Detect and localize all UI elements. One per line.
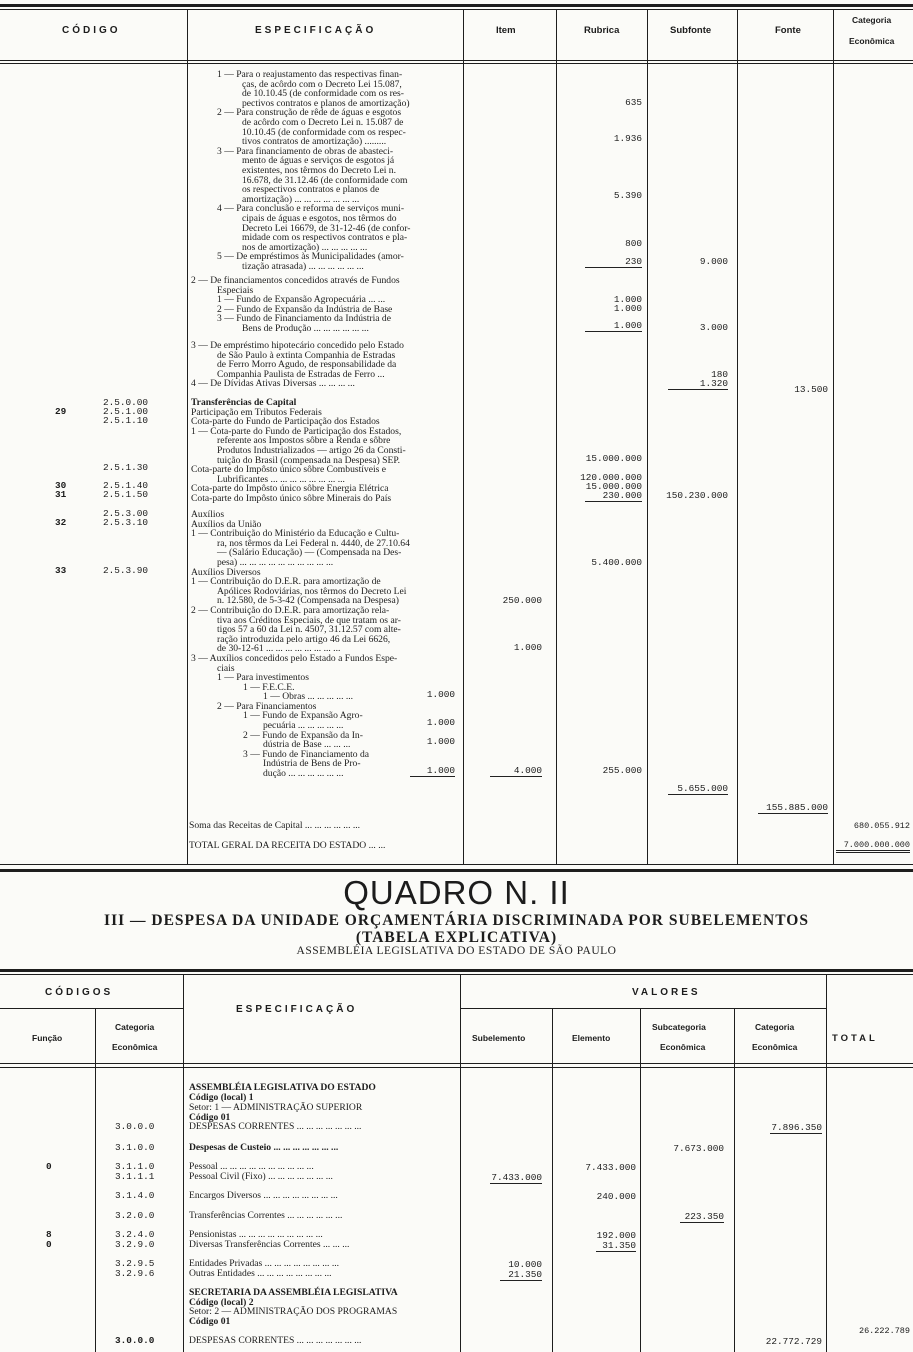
- code: 2.5.1.30: [103, 462, 149, 473]
- header-subfonte: Subfonte: [670, 25, 712, 36]
- spec-row: SECRETARIA DA ASSEMBLÉIA LEGISLATIVA: [189, 1287, 398, 1298]
- spec-line: 3 — De empréstimo hipotecário concedido pelo Estado: [191, 340, 404, 351]
- header-economica: Econômica: [112, 1042, 158, 1052]
- fonte-value: 13.500: [794, 384, 828, 395]
- header-economica: Econômica: [849, 36, 895, 46]
- row-function: 0: [46, 1161, 52, 1172]
- row-code: 3.2.4.0: [115, 1229, 155, 1240]
- code: 2.5.0.00: [103, 397, 149, 408]
- spec-line: Decreto Lei 16679, de 31-12-46 (de confor-: [242, 222, 411, 234]
- spec-line: ração introduzida pelo artigo 46 da Lei 6626,: [217, 633, 391, 645]
- row-code: 3.1.4.0: [115, 1190, 155, 1201]
- spec-row: Setor: 1 — ADMINISTRAÇÃO SUPERIOR: [189, 1102, 363, 1113]
- quadro-subtitle-3: ASSEMBLÉIA LEGISLATIVA DO ESTADO DE SÃO PAULO: [296, 945, 617, 957]
- spec-line: 2 — Contribuição do D.E.R. para amortização rela-: [191, 604, 390, 616]
- spec-line: 1 — Cota-parte do Fundo de Participação dos Estados,: [191, 425, 402, 437]
- header-categoria-2: Categoria: [755, 1022, 795, 1032]
- subfonte-value: 9.000: [699, 256, 728, 267]
- spec-row: Outras Entidades ... ... ... ... ... ... ... ...: [189, 1268, 332, 1279]
- item-value: 4.000: [490, 765, 542, 777]
- header-valores: VALORES: [632, 987, 701, 998]
- quadro-subtitle-2: (TABELA EXPLICATIVA): [355, 929, 558, 946]
- spec-line: tigos 57 a 60 da Lei n. 4507, 31.12.57 com alte-: [217, 624, 401, 636]
- row-code: 3.0.0.0: [115, 1121, 155, 1132]
- spec-row: Transferências Correntes ... ... ... ... ... ...: [189, 1210, 343, 1221]
- code: 2.5.3.00: [103, 508, 149, 519]
- spec-line: 1 — Contribuição do Ministério da Educação e Cultu-: [191, 528, 400, 540]
- spec-line: 5 — De empréstimos às Municipalidades (amor-: [217, 251, 404, 263]
- spec-line: Apólices Rodoviárias, nos têrmos do Decreto Lei: [217, 585, 407, 597]
- spec-line: 1 — Para investimentos: [217, 672, 309, 684]
- header-funcao: Função: [32, 1033, 63, 1043]
- spec-line: pesa) ... ... ... ... ... ... ... ... ... ...: [217, 556, 334, 568]
- spec-line: 2 — Para Financiamentos: [217, 700, 317, 712]
- spec-line: 2 — Para construção de rêde de águas e esgotos: [217, 107, 402, 119]
- spec-line: tuição do Brasil (compensada na Despesa) SEP.: [217, 454, 401, 466]
- rubrica-value: 800: [625, 238, 642, 249]
- spec-line: 1 — Para o reajustamento das respectivas finan-: [217, 69, 403, 80]
- subfonte-value: 3.000: [699, 322, 728, 333]
- soma-receitas: Soma das Receitas de Capital ... ... ... ... ... ...: [189, 820, 361, 831]
- spec-line: de acôrdo com o Decreto Lei n. 15.087 de: [242, 116, 404, 128]
- subelemento-value: 21.350: [500, 1269, 542, 1281]
- subcategoria-value: 223.350: [680, 1211, 724, 1223]
- spec-line: Participação em Tributos Federais: [191, 406, 322, 418]
- elemento-value: 7.433.000: [585, 1162, 636, 1173]
- function-code: 33: [55, 565, 67, 576]
- spec-line: de 10.10.45 (de conformidade com os res-: [242, 88, 404, 100]
- spec-line: referente aos Impostos sôbre a Renda e sôbre: [217, 435, 391, 447]
- spec-line: de São Paulo à extinta Companhia de Estradas: [217, 349, 396, 361]
- rubrica-value: 15.000.000: [585, 481, 642, 492]
- row-function: 0: [46, 1239, 52, 1250]
- header-fonte: Fonte: [775, 25, 801, 36]
- rubrica-value: 1.000: [613, 294, 642, 305]
- rubrica-value: 5.400.000: [591, 557, 642, 568]
- fonte-value: 155.885.000: [758, 802, 828, 814]
- spec-row: Setor: 2 — ADMINISTRAÇÃO DOS PROGRAMAS: [189, 1306, 398, 1317]
- spec-line: 2 — De financiamentos concedidos através de Fundos: [191, 275, 400, 286]
- row-code: 3.1.0.0: [115, 1142, 155, 1153]
- header-subcategoria: Subcategoria: [652, 1022, 706, 1032]
- spec-line: de Ferro Morro Agudo, de responsabilidade da: [217, 359, 397, 371]
- rubrica-value: 1.936: [613, 133, 642, 144]
- spec-row: Pessoal ... ... ... ... ... ... ... ... ... ...: [189, 1161, 314, 1172]
- header-economica-3: Econômica: [752, 1042, 798, 1052]
- spec-block-4: [191, 398, 406, 504]
- spec-line: Indústria de Bens de Pro-: [263, 758, 361, 770]
- sub-item-value: 1.000: [426, 736, 455, 747]
- header-rubrica: Rubrica: [584, 25, 620, 36]
- spec-line: n. 12.580, de 5-3-42 (Compensada na Despesa): [217, 595, 399, 607]
- spec-line: amortização) ... ... ... ... ... ... ...: [242, 193, 360, 205]
- spec-line: 1 — Fundo de Expansão Agropecuária ... ...: [217, 294, 386, 306]
- header-item: Item: [496, 25, 516, 36]
- spec-row: Código 01: [189, 1112, 231, 1123]
- spec-line: midade com os respectivos contratos e pla-: [242, 232, 408, 244]
- subelemento-value: 10.000: [508, 1259, 542, 1270]
- spec-line: Cota-parte do Impôsto único sôbre Minerais do País: [191, 492, 392, 504]
- spec-line: 2 — Fundo de Expansão da Indústria de Base: [217, 303, 393, 315]
- rubrica-value: 255.000: [602, 765, 642, 776]
- spec-line: Companhia Paulista de Estradas de Ferro ...: [217, 368, 385, 380]
- spec-line: Lubrificantes ... ... ... ... ... ... ... ...: [217, 473, 345, 485]
- sub-item-value: 1.000: [426, 689, 455, 700]
- spec-line: Bens de Produção ... ... ... ... ... ...: [242, 322, 369, 334]
- categoria-total: 7.000.000.000: [836, 840, 910, 853]
- spec-line: 3 — Fundo de Financiamento da: [243, 748, 370, 760]
- header-total: TOTAL: [832, 1033, 878, 1044]
- spec-line: ças, de acôrdo com o Decreto Lei 15.087,: [242, 78, 402, 90]
- function-code: 29: [55, 406, 67, 417]
- header-codigos: CÓDIGOS: [45, 987, 114, 998]
- spec-block-2: [191, 276, 400, 334]
- rubrica-value: 635: [625, 97, 642, 108]
- spec-line: existentes, nos têrmos do Decreto Lei n.: [242, 164, 396, 176]
- code: 2.5.1.10: [103, 415, 149, 426]
- categoria-value: 680.055.912: [853, 821, 910, 831]
- rubrica-value: 5.390: [613, 190, 642, 201]
- spec-line: pecuária ... ... ... ... ...: [263, 720, 344, 732]
- row-code: 3.1.1.1: [115, 1171, 155, 1182]
- sub-item-value: 1.000: [410, 765, 455, 777]
- header-especificacao: ESPECIFICAÇÃO: [255, 25, 377, 36]
- rubrica-value: 120.000.000: [580, 472, 642, 483]
- spec-line: 2 — Fundo de Expansão da In-: [243, 729, 363, 741]
- spec-line: dústria de Base ... ... ...: [263, 739, 351, 751]
- spec-line: 3 — Para financiamento de obras de abasteci-: [217, 145, 394, 157]
- header-especificacao: ESPECIFICAÇÃO: [236, 1004, 358, 1015]
- spec-row: Diversas Transferências Correntes ... ... ...: [189, 1239, 350, 1250]
- spec-row: DESPESAS CORRENTES ... ... ... ... ... ... ...: [189, 1121, 362, 1132]
- rubrica-value: 230: [585, 256, 642, 268]
- spec-row: Código (local) 1: [189, 1092, 254, 1103]
- spec-line: 3 — Fundo de Financiamento da Indústria de: [217, 313, 391, 325]
- function-code: 31: [55, 489, 67, 500]
- elemento-value: 240.000: [596, 1191, 636, 1202]
- spec-line: Produtos Industrializados — artigo 26 da Consti-: [217, 444, 406, 456]
- subfonte-value: 180: [711, 369, 728, 380]
- subfonte-value: 1.320: [668, 378, 728, 390]
- categoria-value: 7.896.350: [771, 1122, 822, 1133]
- subcategoria-value: 7.673.000: [673, 1143, 724, 1154]
- code: 2.5.1.50: [103, 489, 149, 500]
- subfonte-value: 150.230.000: [666, 490, 728, 501]
- row-code: 3.2.9.5: [115, 1258, 155, 1269]
- row-code: 3.1.1.0: [115, 1161, 155, 1172]
- spec-line: 16.678, de 31.12.46 (de conformidade com: [242, 174, 408, 186]
- spec-row: Pessoal Civil (Fixo) ... ... ... ... ... ... ...: [189, 1171, 333, 1182]
- spec-line: Auxílios Diversos: [191, 566, 261, 578]
- code: 2.5.3.90: [103, 565, 149, 576]
- rubrica-value: 15.000.000: [585, 453, 642, 464]
- spec-row: ASSEMBLÉIA LEGISLATIVA DO ESTADO: [189, 1082, 376, 1093]
- spec-line: Cota-parte do Fundo de Participação dos Estados: [191, 416, 380, 428]
- spec-line: mento de águas e serviços de esgotos já: [242, 155, 395, 167]
- spec-row: Código 01: [189, 1316, 231, 1327]
- code: 2.5.1.00: [103, 406, 149, 417]
- rubrica-value: 230.000: [585, 490, 642, 502]
- spec-block-3: [191, 341, 404, 389]
- spec-row: Entidades Privadas ... ... ... ... ... ... ... ...: [189, 1258, 340, 1269]
- spec-line: Cota-parte do Impôsto único sôbre Combustíveis e: [191, 464, 387, 476]
- spec-line: Auxílios: [191, 509, 225, 520]
- spec-line: Cota-parte do Impôsto único sôbre Energia Elétrica: [191, 483, 389, 495]
- code: 2.5.1.40: [103, 480, 149, 491]
- code: 2.5.3.10: [103, 517, 149, 528]
- spec-line: ra, nos têrmos da Lei Federal n. 4440, de 27.10.64: [217, 537, 410, 549]
- header-economica-2: Econômica: [660, 1042, 706, 1052]
- header-categoria: Categoria: [852, 15, 892, 25]
- subfonte-value: 5.655.000: [668, 783, 728, 795]
- rubrica-value: 1.000: [585, 320, 642, 332]
- item-value: 250.000: [502, 595, 542, 606]
- row-code: 3.2.9.0: [115, 1239, 155, 1250]
- spec-row: Despesas de Custeio ... ... ... ... ... ... ...: [189, 1142, 339, 1153]
- spec-line: tização atrasada) ... ... ... ... ... ...: [242, 260, 364, 272]
- header-elemento: Elemento: [572, 1033, 611, 1043]
- elemento-value: 31.350: [596, 1240, 636, 1252]
- header-subelemento: Subelemento: [472, 1033, 526, 1043]
- spec-line: 4 — Para conclusão e reforma de serviços muni-: [217, 203, 405, 215]
- spec-line: 4 — De Dívidas Ativas Diversas ... ... ... ...: [191, 378, 355, 390]
- quadro-subtitle: III — DESPESA DA UNIDADE ORÇAMENTÁRIA DISCRIMINADA POR SUBELEMENTOS: [104, 912, 809, 929]
- spec-line: Especiais: [217, 284, 254, 296]
- elemento-value: 192.000: [596, 1230, 636, 1241]
- subelemento-value: 7.433.000: [491, 1172, 542, 1183]
- spec-row: Encargos Diversos ... ... ... ... ... ... ... ...: [189, 1190, 338, 1201]
- spec-line: cipais de águas e esgotos, nos têrmos do: [242, 212, 397, 224]
- spec-block-1: [217, 70, 410, 271]
- categoria-value: 22.772.729: [765, 1336, 822, 1347]
- spec-line: Transferências de Capital: [191, 397, 297, 408]
- total-value: 26.222.789: [858, 1326, 910, 1336]
- sub-item-value: 1.000: [426, 717, 455, 728]
- spec-line: Auxílios da União: [191, 518, 262, 530]
- spec-line: tivos contratos de amortização) .........: [242, 136, 387, 148]
- spec-line: 1 — F.E.C.E.: [243, 681, 295, 693]
- spec-row: DESPESAS CORRENTES ... ... ... ... ... ... ...: [189, 1335, 362, 1346]
- row-code: 3.0.0.0: [115, 1335, 155, 1346]
- header-codigo: CÓDIGO: [62, 25, 121, 36]
- spec-line: 3 — Auxílios concedidos pelo Estado a Fundos Espe-: [191, 652, 398, 664]
- spec-line: tiva aos Créditos Especiais, de que tratam os ar-: [217, 614, 401, 626]
- item-value: 1.000: [513, 642, 542, 653]
- function-code: 30: [55, 480, 67, 491]
- spec-line: pectivos contratos e planos de amortização): [242, 97, 410, 109]
- spec-line: 1 — Contribuição do D.E.R. para amortização de: [191, 576, 381, 588]
- spec-block-5: [191, 510, 410, 779]
- row-code: 3.2.0.0: [115, 1210, 155, 1221]
- spec-line: 1 — Fundo de Expansão Agro-: [243, 710, 363, 722]
- spec-line: ciais: [217, 662, 235, 674]
- header-categoria: Categoria: [115, 1022, 155, 1032]
- spec-line: dução ... ... ... ... ... ...: [263, 768, 344, 780]
- spec-line: de 30-12-61 ... ... ... ... ... ... ... ...: [217, 643, 341, 655]
- spec-line: — (Salário Educação) — (Compensada na Des-: [217, 547, 402, 559]
- total-geral: TOTAL GERAL DA RECEITA DO ESTADO ... ...: [189, 840, 386, 851]
- spec-line: 1 — Obras ... ... ... ... ...: [263, 691, 354, 703]
- function-code: 32: [55, 517, 67, 528]
- spec-row: Pensionistas ... ... ... ... ... ... ... ... ...: [189, 1229, 323, 1240]
- spec-row: Código (local) 2: [189, 1297, 254, 1308]
- row-function: 8: [46, 1229, 52, 1240]
- row-code: 3.2.9.6: [115, 1268, 155, 1279]
- spec-line: os respectivos contratos e planos de: [242, 184, 380, 196]
- quadro-title: QUADRO N. II: [343, 874, 570, 911]
- rubrica-value: 1.000: [613, 303, 642, 314]
- spec-line: nos de amortização) ... ... ... ... ...: [242, 241, 368, 253]
- spec-line: 10.10.45 (de conformidade com os respec-: [242, 126, 406, 138]
